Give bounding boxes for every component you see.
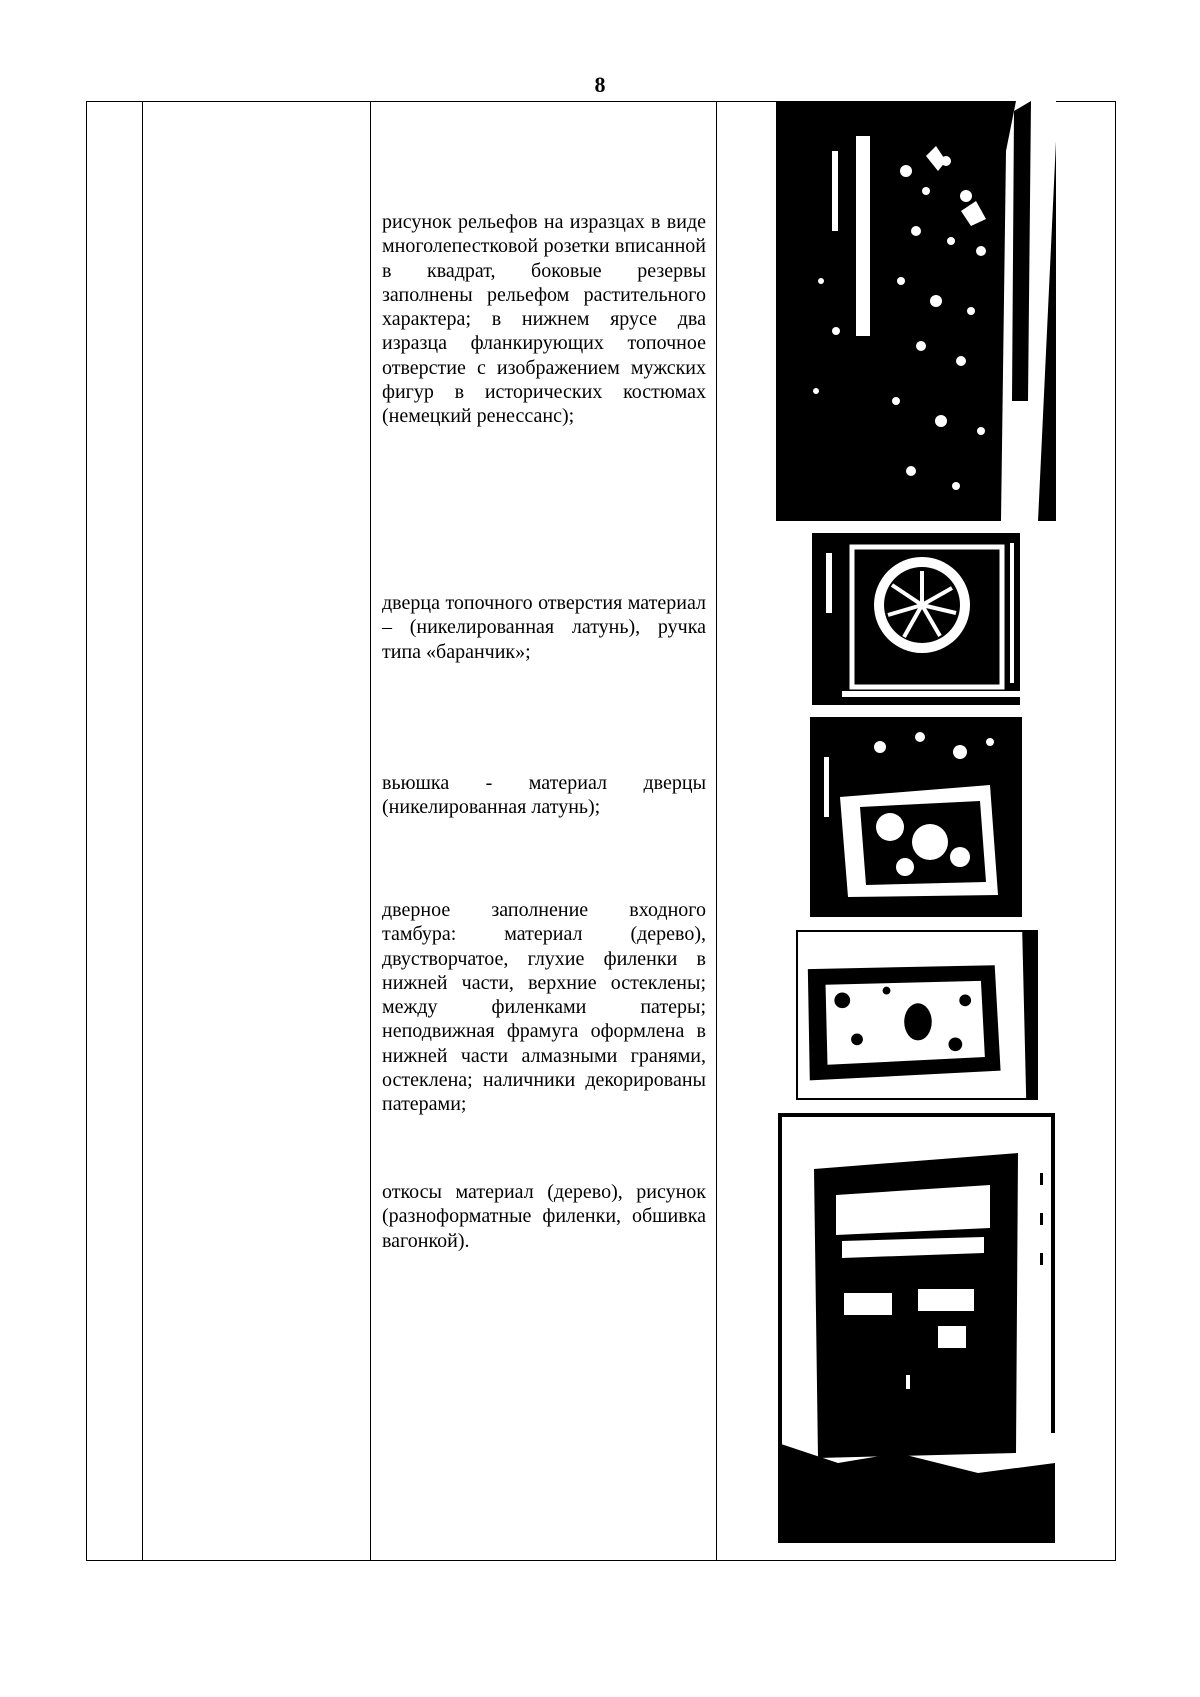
furnace-door-photo — [812, 533, 1020, 705]
doorway-reveals-photo — [778, 1113, 1055, 1543]
description-damper: вьюшка - материал дверцы (никелированная латунь); — [382, 772, 706, 819]
column-divider-2 — [370, 101, 371, 1561]
entrance-door-photo — [796, 930, 1038, 1100]
stove-tiles-photo — [776, 101, 1056, 521]
description-furnace-door: дверца топочного отверстия материал – (никелированная латунь), ручка типа «баранчик»; — [382, 592, 706, 663]
column-divider-3 — [716, 101, 717, 1561]
column-divider-1 — [142, 101, 143, 1561]
description-tiles: рисунок рельефов на изразцах в виде многолепестковой розетки вписанной в квадрат, боковые резервы заполнены рельефом растительного характера; в нижнем ярусе два изразца фланкирующих топочное отверстие с изображением мужских фигур в исторических костюмах (немецкий ренессанс); — [382, 211, 706, 428]
page-number: 8 — [594, 72, 606, 97]
description-reveals: откосы материал (дерево), рисунок (разноформатные филенки, обшивка вагонкой). — [382, 1181, 706, 1252]
damper-photo — [810, 717, 1022, 917]
description-entrance-door: дверное заполнение входного тамбура: материал (дерево), двустворчатое, глухие филенки в нижней части, верхние остеклены; между филенками патеры; неподвижная фрамуга оформлена в нижней части алмазными гранями, остеклена; наличники декорированы патерами; — [382, 899, 706, 1116]
